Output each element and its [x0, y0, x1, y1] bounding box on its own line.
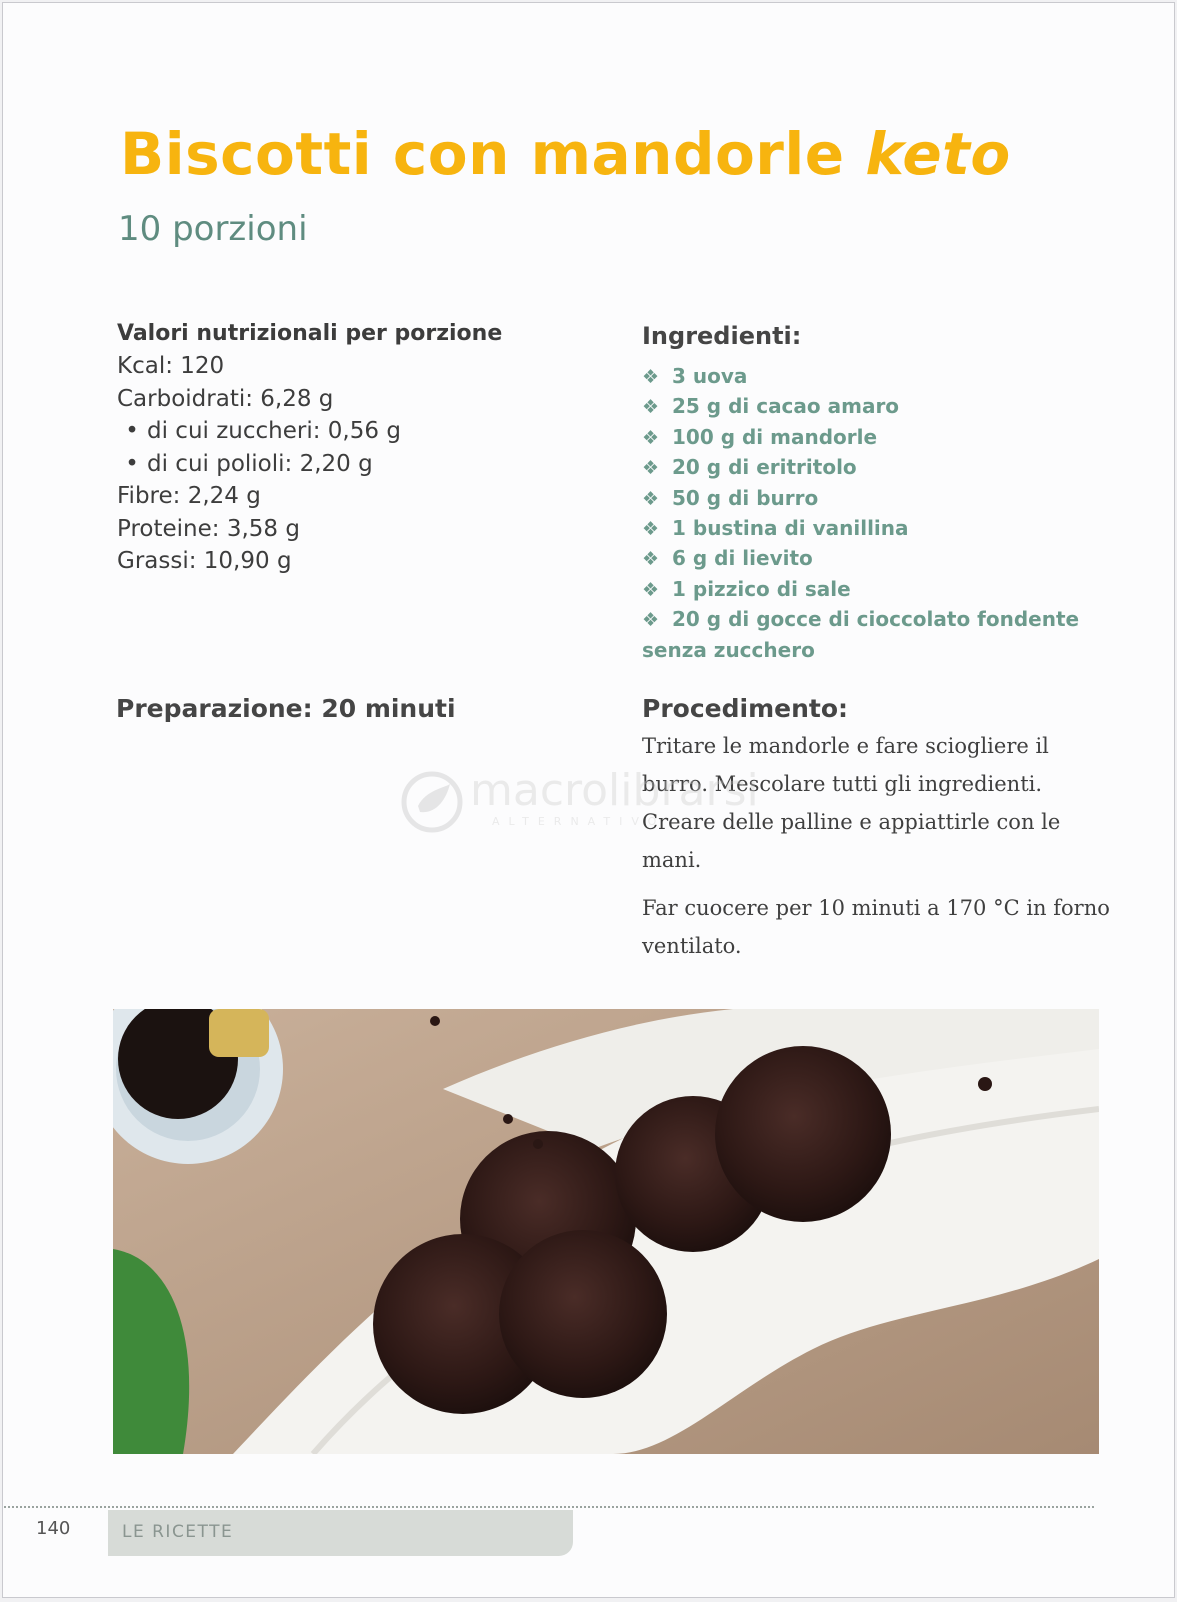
- ingredient-item: ❖ 3 uova: [642, 362, 1122, 392]
- procedure-step-2: Far cuocere per 10 minuti a 170 °C in forno ventilato.: [642, 896, 1110, 958]
- nutrition-protein: Proteine: 3,58 g: [117, 515, 300, 542]
- diamond-bullet-icon: ❖: [642, 518, 660, 541]
- diamond-bullet-icon: ❖: [642, 426, 660, 449]
- ingredient-item-continuation: senza zucchero: [642, 637, 815, 662]
- diamond-bullet-icon: ❖: [642, 578, 660, 601]
- diamond-bullet-icon: ❖: [642, 396, 660, 419]
- diamond-bullet-icon: ❖: [642, 609, 660, 632]
- page-number: 140: [36, 1518, 71, 1539]
- footer-divider: [4, 1506, 1094, 1508]
- watermark: [400, 765, 759, 838]
- cookies-photo-illustration: [113, 1009, 1099, 1454]
- procedure-heading: Procedimento:: [642, 694, 848, 723]
- section-label: LE RICETTE: [122, 1522, 234, 1542]
- nutrition-fat: Grassi: 10,90 g: [117, 548, 292, 574]
- ingredients-panel: [642, 322, 1122, 665]
- diamond-bullet-icon: ❖: [642, 457, 660, 480]
- ingredients-heading: Ingredienti:: [642, 322, 802, 350]
- ingredient-item: ❖ 50 g di burro: [642, 484, 1122, 514]
- nutrition-carbs: Carboidrati: 6,28 g: [117, 385, 334, 412]
- ingredient-item: ❖ 20 g di gocce di cioccolato fondente: [642, 605, 1122, 635]
- ingredient-item: ❖ 25 g di cacao amaro: [642, 392, 1122, 422]
- title-main: Biscotti con mandorle: [120, 120, 845, 188]
- nutrition-polyols: di cui polioli: 2,20 g: [147, 450, 373, 477]
- nutrition-polyols-row: [117, 448, 587, 481]
- diamond-bullet-icon: ❖: [642, 548, 660, 571]
- cookies-photo: [113, 1009, 1099, 1454]
- watermark-tagline: ALTERNATIVO: [492, 815, 666, 828]
- section-tab: [108, 1510, 573, 1556]
- nutrition-kcal: Kcal: 120: [117, 353, 225, 379]
- ingredient-item: ❖ 100 g di mandorle: [642, 423, 1122, 453]
- nutrition-fiber: Fibre: 2,24 g: [117, 483, 261, 509]
- ingredients-list: [642, 362, 1122, 665]
- diamond-bullet-icon: ❖: [642, 366, 660, 388]
- nutrition-heading: Valori nutrizionali per porzione: [117, 321, 503, 346]
- nutrition-sugars-row: [117, 415, 587, 448]
- recipe-title: [120, 120, 1011, 188]
- bullet-icon: •: [125, 418, 139, 444]
- ingredient-item: ❖ 1 pizzico di sale: [642, 575, 1122, 605]
- ingredient-item: ❖ 6 g di lievito: [642, 544, 1122, 574]
- watermark-logo-icon: [400, 770, 464, 834]
- recipe-page: [2, 2, 1175, 1598]
- procedure-step-1: Tritare le mandorle e fare sciogliere il burro. Mescolare tutti gli ingredienti. Creare delle palline e appiattirle con le mani.: [642, 734, 1061, 872]
- nutrition-sugars: di cui zuccheri: 0,56 g: [147, 418, 401, 444]
- procedure-panel: [642, 694, 1112, 975]
- servings-label: 10 porzioni: [118, 209, 308, 249]
- bullet-icon: •: [125, 450, 139, 477]
- ingredient-item: ❖ 20 g di eritritolo: [642, 453, 1122, 483]
- title-emphasis: keto: [865, 120, 1011, 188]
- nutrition-panel: [117, 321, 587, 578]
- diamond-bullet-icon: ❖: [642, 487, 660, 510]
- ingredient-item: ❖ 1 bustina di vanillina: [642, 514, 1122, 544]
- preparation-time: Preparazione: 20 minuti: [116, 694, 456, 723]
- watermark-brand: macrolibrarsi: [470, 765, 759, 816]
